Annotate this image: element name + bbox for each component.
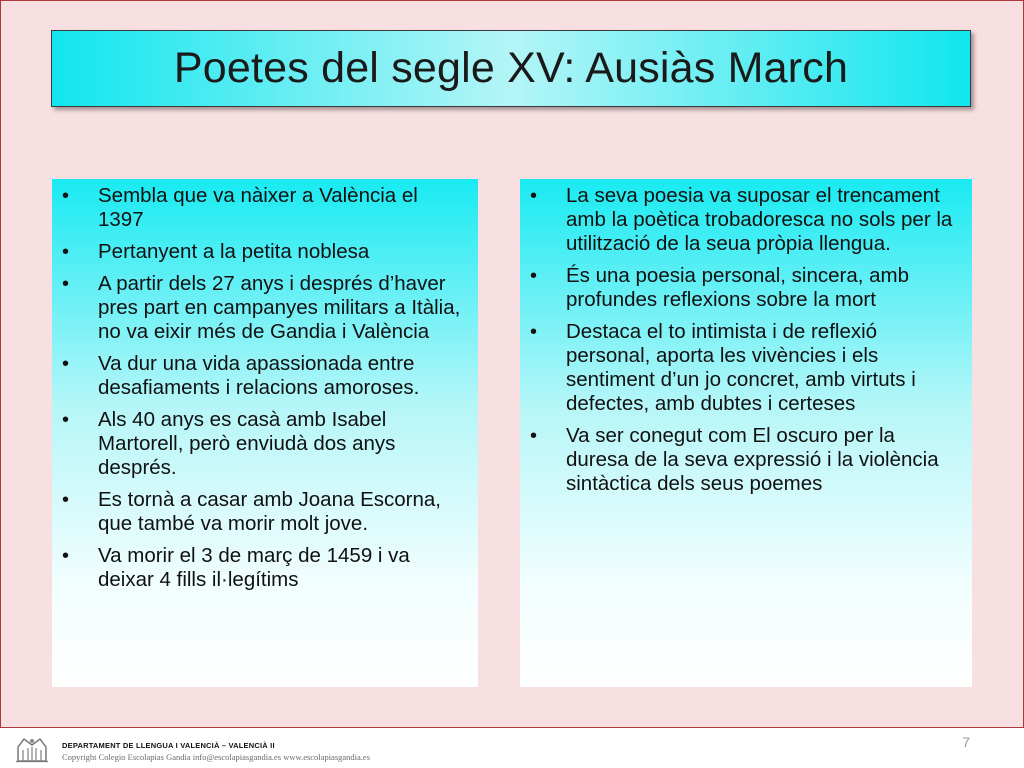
bullet-icon: •: [62, 353, 70, 375]
list-item: [62, 544, 464, 592]
left-bullet-list: [62, 184, 464, 592]
bullet-icon: •: [530, 321, 538, 343]
list-item: [62, 488, 464, 536]
page-number: 7: [962, 734, 970, 750]
right-bullet-list: [530, 184, 958, 496]
bullet-text: Va morir el 3 de març de 1459 i va deixar 4 fills il·legítims: [98, 544, 410, 591]
bullet-icon: •: [62, 185, 70, 207]
bullet-icon: •: [62, 409, 70, 431]
bullet-text: A partir dels 27 anys i després d’haver pres part en campanyes militars a Itàlia, no va eixir més de Gandia i València: [98, 272, 461, 343]
page-title: Poetes del segle XV: Ausiàs March: [173, 44, 849, 92]
bullet-icon: •: [530, 265, 538, 287]
bullet-text: És una poesia personal, sincera, amb profundes reflexions sobre la mort: [566, 264, 910, 311]
list-item: [62, 240, 464, 264]
list-item: [530, 320, 958, 416]
bullet-icon: •: [530, 185, 538, 207]
list-item: [62, 352, 464, 400]
list-item: [530, 424, 958, 496]
bullet-icon: •: [62, 273, 70, 295]
bullet-text: La seva poesia va suposar el trencament amb la poètica trobadoresca no sols per la utilització de la seua pròpia llengua.: [566, 184, 953, 255]
bullet-icon: •: [62, 241, 70, 263]
bullet-text: Destaca el to intimista i de reflexió personal, aporta les vivències i els sentiment d’un jo concret, amb virtuts i defectes, amb dubtes i certeses: [566, 320, 916, 415]
bullet-text: Pertanyent a la petita noblesa: [98, 240, 370, 263]
list-item: [530, 184, 958, 256]
list-item: [62, 184, 464, 232]
right-text-panel: [520, 179, 972, 687]
left-text-panel: [52, 179, 478, 687]
list-item: [62, 408, 464, 480]
bullet-text: Als 40 anys es casà amb Isabel Martorell, però enviudà dos anys després.: [98, 408, 396, 479]
title-box: [51, 30, 971, 107]
list-item: [62, 272, 464, 344]
bullet-text: Es tornà a casar amb Joana Escorna, que també va morir molt jove.: [98, 488, 441, 535]
footer-department: DEPARTAMENT DE LLENGUA I VALENCIÀ – VALENCIÀ II: [62, 741, 275, 750]
bullet-icon: •: [530, 425, 538, 447]
list-item: [530, 264, 958, 312]
bullet-text: Va dur una vida apassionada entre desafiaments i relacions amoroses.: [98, 352, 420, 399]
bullet-icon: •: [62, 489, 70, 511]
footer-copyright: Copyright Colegio Escolapias Gandia info@escolapiasgandia.es www.escolapiasgandia.es: [62, 752, 371, 762]
bullet-icon: •: [62, 545, 70, 567]
bullet-text: Sembla que va nàixer a València el 1397: [98, 184, 418, 231]
school-crest-icon: [14, 735, 50, 763]
bullet-text: Va ser conegut com El oscuro per la duresa de la seva expressió i la violència sintàctica dels seus poemes: [566, 424, 939, 495]
